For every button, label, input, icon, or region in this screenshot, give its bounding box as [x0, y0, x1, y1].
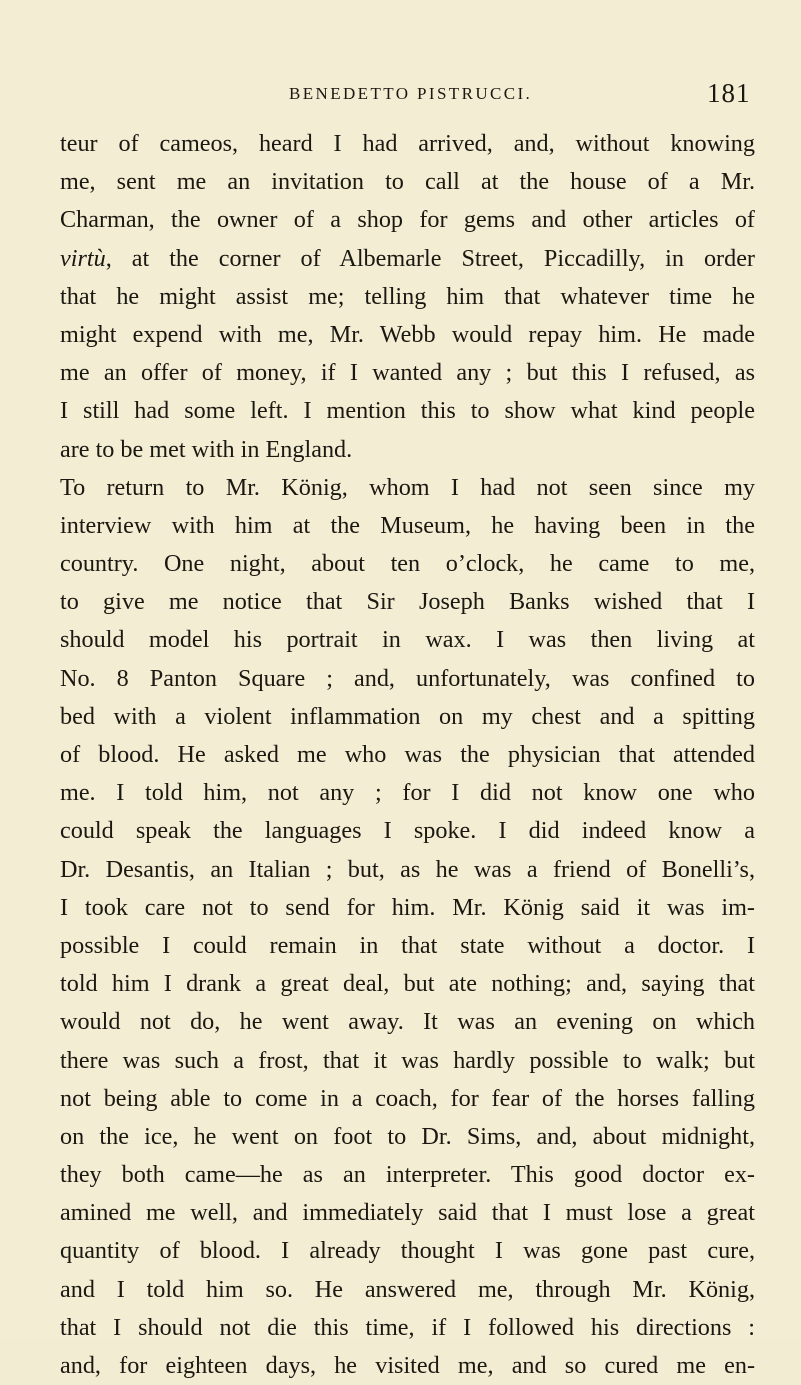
- running-head: [0, 74, 801, 114]
- text-line: bed with a violent inflammation on my chest and a spitting: [60, 702, 755, 730]
- text-line: country. One night, about ten o’clock, he came to me,: [60, 550, 755, 578]
- page-number: 181: [707, 78, 751, 108]
- text-line: and I told him so. He answered me, through Mr. König,: [60, 1275, 755, 1303]
- text-line: me, sent me an invitation to call at the house of a Mr.: [60, 168, 755, 196]
- text-line: should model his portrait in wax. I was then living at: [60, 626, 755, 654]
- text-line: me an offer of money, if I wanted any ; but this I refused, as: [60, 359, 755, 387]
- text-line: teur of cameos, heard I had arrived, and, without knowing: [60, 130, 755, 157]
- text-line: would not do, he went away. It was an evening on which: [60, 1008, 755, 1036]
- text-line: Dr. Desantis, an Italian ; but, as he was a friend of Bonelli’s,: [60, 855, 755, 883]
- text-line: there was such a frost, that it was hardly possible to walk; but: [60, 1046, 755, 1074]
- text-line: told him I drank a great deal, but ate nothing; and, saying that: [60, 970, 755, 998]
- text-line: Charman, the owner of a shop for gems and other articles of: [60, 206, 755, 234]
- text-line: and, for eighteen days, he visited me, and so cured me en-: [60, 1352, 755, 1379]
- text-line: me. I told him, not any ; for I did not know one who: [60, 779, 755, 807]
- text-line-paragraph-end: are to be met with in England.: [60, 435, 353, 463]
- body-text: [60, 125, 755, 1385]
- text-line: quantity of blood. I already thought I was gone past cure,: [60, 1237, 755, 1265]
- text-line: of blood. He asked me who was the physician that attended: [60, 741, 755, 768]
- text-line: possible I could remain in that state without a doctor. I: [60, 931, 755, 959]
- text-line: No. 8 Panton Square ; and, unfortunately, was confined to: [60, 664, 755, 692]
- text-line: to give me notice that Sir Joseph Banks wished that I: [60, 588, 755, 616]
- text-line: could speak the languages I spoke. I did indeed know a: [60, 817, 755, 845]
- text-line-rest: , at the corner of Albemarle Street, Piccadilly, in order: [105, 244, 755, 272]
- text-line: that I should not die this time, if I followed his directions :: [60, 1313, 755, 1341]
- text-line: I still had some left. I mention this to show what kind people: [60, 397, 755, 425]
- text-line: they both came—he as an interpreter. This good doctor ex-: [60, 1161, 755, 1189]
- text-line: interview with him at the Museum, he having been in the: [60, 511, 755, 539]
- text-line: I took care not to send for him. Mr. König said it was im-: [60, 893, 755, 921]
- text-line: might expend with me, Mr. Webb would repay him. He made: [60, 320, 755, 348]
- text-line: on the ice, he went on foot to Dr. Sims, and, about midnight,: [60, 1122, 755, 1150]
- text-line: not being able to come in a coach, for fear of the horses falling: [60, 1084, 755, 1112]
- text-line-virtu: [60, 240, 755, 278]
- text-line-paragraph-start: To return to Mr. König, whom I had not seen since my: [60, 473, 755, 501]
- text-line: that he might assist me; telling him that whatever time he: [60, 282, 755, 310]
- running-title: BENEDETTO PISTRUCCI.: [289, 84, 533, 103]
- italic-word: virtù: [60, 244, 106, 272]
- text-line: amined me well, and immediately said that I must lose a great: [60, 1199, 755, 1227]
